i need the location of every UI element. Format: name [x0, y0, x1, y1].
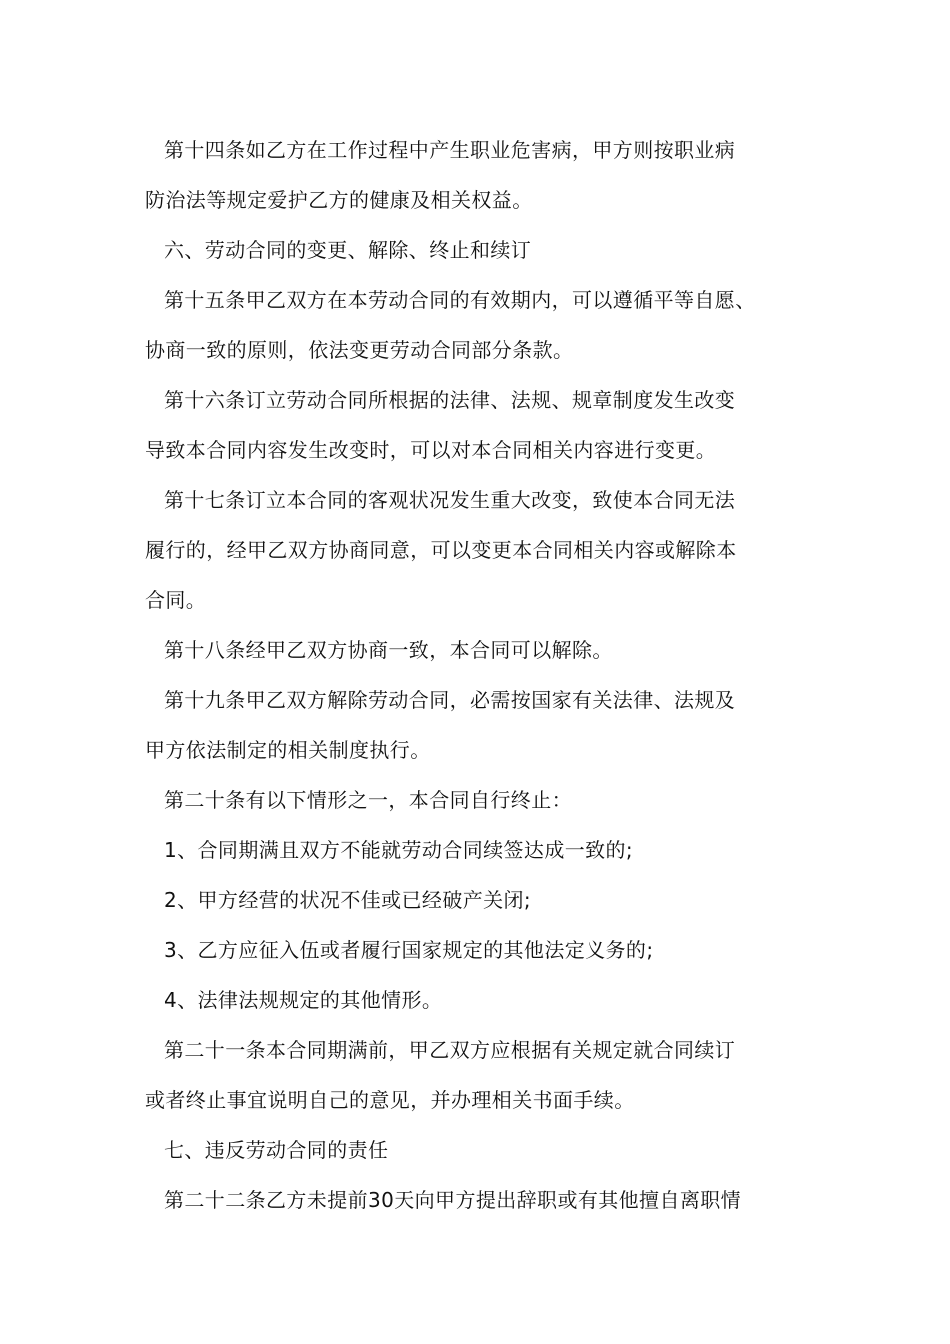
article-15-line-1: 第十五条甲乙双方在本劳动合同的有效期内，可以遵循平等自愿、	[164, 288, 756, 312]
article-21-line-1: 第二十一条本合同期满前，甲乙双方应根据有关规定就合同续订	[164, 1038, 736, 1062]
article-20-item-3: 3、乙方应征入伍或者履行国家规定的其他法定义务的;	[164, 938, 654, 962]
article-20-item-4: 4、法律法规规定的其他情形。	[164, 988, 443, 1012]
article-22-line-1: 第二十二条乙方未提前30天向甲方提出辞职或有其他擅自离职情	[164, 1188, 742, 1212]
article-20-line-1: 第二十条有以下情形之一，本合同自行终止：	[164, 788, 572, 812]
article-19-line-1: 第十九条甲乙双方解除劳动合同，必需按国家有关法律、法规及	[164, 688, 736, 712]
article-17-line-1: 第十七条订立本合同的客观状况发生重大改变，致使本合同无法	[164, 488, 736, 512]
article-17-line-3: 合同。	[145, 588, 207, 612]
section-7-heading: 七、违反劳动合同的责任	[164, 1138, 389, 1162]
article-14-line-1: 第十四条如乙方在工作过程中产生职业危害病，甲方则按职业病	[164, 138, 736, 162]
article-18-line-1: 第十八条经甲乙双方协商一致，本合同可以解除。	[164, 638, 613, 662]
article-20-item-1: 1、合同期满且双方不能就劳动合同续签达成一致的;	[164, 838, 634, 862]
article-17-line-2: 履行的，经甲乙双方协商同意，可以变更本合同相关内容或解除本	[145, 538, 737, 562]
article-21-line-2: 或者终止事宜说明自己的意见，并办理相关书面手续。	[145, 1088, 635, 1112]
article-20-item-2: 2、甲方经营的状况不佳或已经破产关闭;	[164, 888, 532, 912]
article-16-line-2: 导致本合同内容发生改变时，可以对本合同相关内容进行变更。	[145, 438, 717, 462]
article-19-line-2: 甲方依法制定的相关制度执行。	[145, 738, 431, 762]
article-15-line-2: 协商一致的原则，依法变更劳动合同部分条款。	[145, 338, 574, 362]
section-6-heading: 六、劳动合同的变更、解除、终止和续订	[164, 238, 532, 262]
article-14-line-2: 防治法等规定爱护乙方的健康及相关权益。	[145, 188, 533, 212]
article-16-line-1: 第十六条订立劳动合同所根据的法律、法规、规章制度发生改变	[164, 388, 736, 412]
